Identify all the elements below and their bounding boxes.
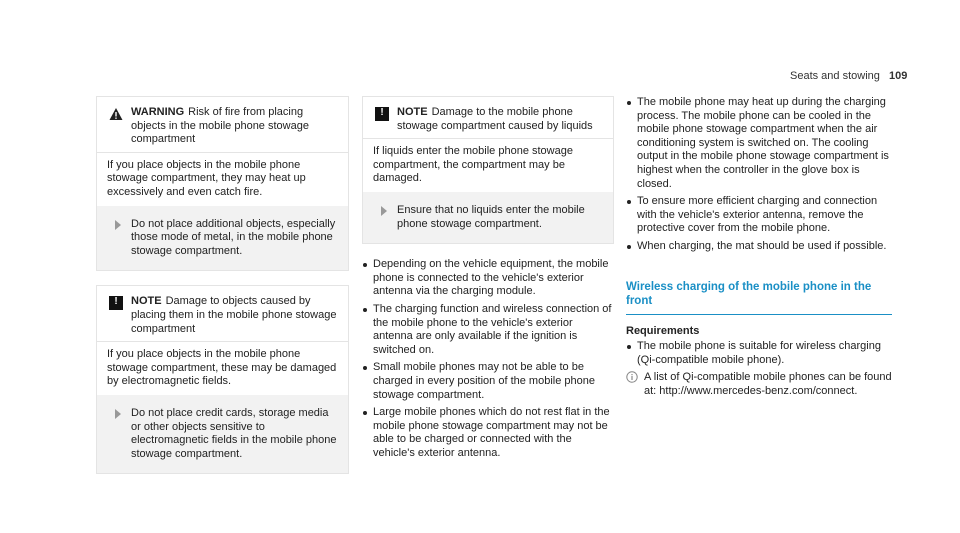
- note-box-2: [362, 96, 614, 244]
- col2-bullet-list: [362, 258, 614, 460]
- list-item: The mobile phone is suitable for wireless charging (Qi-compatible mobile phone).: [626, 340, 892, 367]
- note-box-1: [96, 285, 349, 474]
- warning-text: If you place objects in the mobile phone stowage compartment, they may heat up excessively and even catch fire.: [107, 158, 306, 198]
- info-icon: [626, 371, 638, 383]
- note-2-step: [373, 204, 603, 231]
- note-1-step: [107, 407, 338, 461]
- col3-bullet-list: [626, 96, 892, 254]
- column-1: [96, 96, 349, 474]
- list-item: The charging function and wireless connection of the mobile phone to the vehicle's exterior antenna are only available if the ignition is switched on.: [362, 303, 614, 357]
- list-item: Large mobile phones which do not rest flat in the mobile phone stowage compartment may not be able to be charged or connected with the vehicle's exterior antenna.: [362, 406, 614, 460]
- requirements-list: [626, 340, 892, 367]
- warning-step: [107, 218, 338, 259]
- step-arrow-icon: [115, 409, 121, 419]
- list-item: The mobile phone may heat up during the charging process. The mobile phone can be cooled in the mobile phone stowage compartment when the air conditioning system is switched on. The cooling output in the mobile phone stowage compartment is highest when the controller in the glove box is closed.: [626, 96, 892, 191]
- note-1-title: Damage to objects caused by placing them in the mobile phone stowage compartment: [131, 295, 337, 335]
- info-note: [626, 371, 892, 398]
- list-item: Depending on the vehicle equipment, the mobile phone is connected to the vehicle's exterior antenna via the charging module.: [362, 258, 614, 299]
- section-heading: Wireless charging of the mobile phone in the front: [626, 280, 892, 315]
- note-exclamation-icon: !: [375, 107, 389, 121]
- section-name: Seats and stowing: [790, 70, 880, 82]
- step-arrow-icon: [115, 220, 121, 230]
- list-item: To ensure more efficient charging and connection with the vehicle's exterior antenna, remove the protective cover from the mobile phone.: [626, 195, 892, 236]
- column-3: [626, 96, 892, 399]
- note-2-body: [363, 139, 613, 243]
- note-exclamation-icon: !: [109, 296, 123, 310]
- warning-body: [97, 153, 348, 271]
- note-2-step-text: Ensure that no liquids enter the mobile phone stowage compartment.: [397, 203, 585, 230]
- warning-box: [96, 96, 349, 271]
- requirements-label: Requirements: [626, 324, 700, 337]
- warning-header: [97, 97, 348, 153]
- column-2: [362, 96, 614, 464]
- list-item: When charging, the mat should be used if possible.: [626, 240, 892, 254]
- note-1-body: [97, 342, 348, 473]
- note-2-header: [363, 97, 613, 139]
- warning-triangle-icon: [109, 107, 123, 121]
- note-1-tag: NOTE: [131, 295, 162, 308]
- note-1-text: If you place objects in the mobile phone stowage compartment, these may be damaged by electromagnetic fields.: [107, 348, 337, 388]
- info-text: A list of Qi-compatible mobile phones can be found at: http://www.mercedes-benz.com/connect.: [644, 371, 892, 397]
- warning-step-text: Do not place additional objects, especially those mode of metal, in the mobile phone stowage compartment.: [131, 217, 336, 257]
- page-header: [790, 70, 907, 82]
- warning-title: Risk of fire from placing objects in the mobile phone stowage compartment: [131, 106, 309, 146]
- page-number: 109: [888, 70, 908, 82]
- warning-tag: WARNING: [131, 106, 185, 118]
- list-item: Small mobile phones may not be able to be charged in every position of the mobile phone stowage compartment.: [362, 361, 614, 402]
- note-1-header: [97, 286, 348, 342]
- note-2-title: Damage to the mobile phone stowage compartment caused by liquids: [397, 106, 593, 132]
- note-2-text: If liquids enter the mobile phone stowage compartment, the compartment may be damaged.: [373, 145, 573, 185]
- note-2-tag: NOTE: [397, 106, 428, 118]
- note-1-step-text: Do not place credit cards, storage media or other objects sensitive to electromagnetic fields in the mobile phone stowage compartment.: [131, 406, 337, 460]
- step-arrow-icon: [381, 206, 387, 216]
